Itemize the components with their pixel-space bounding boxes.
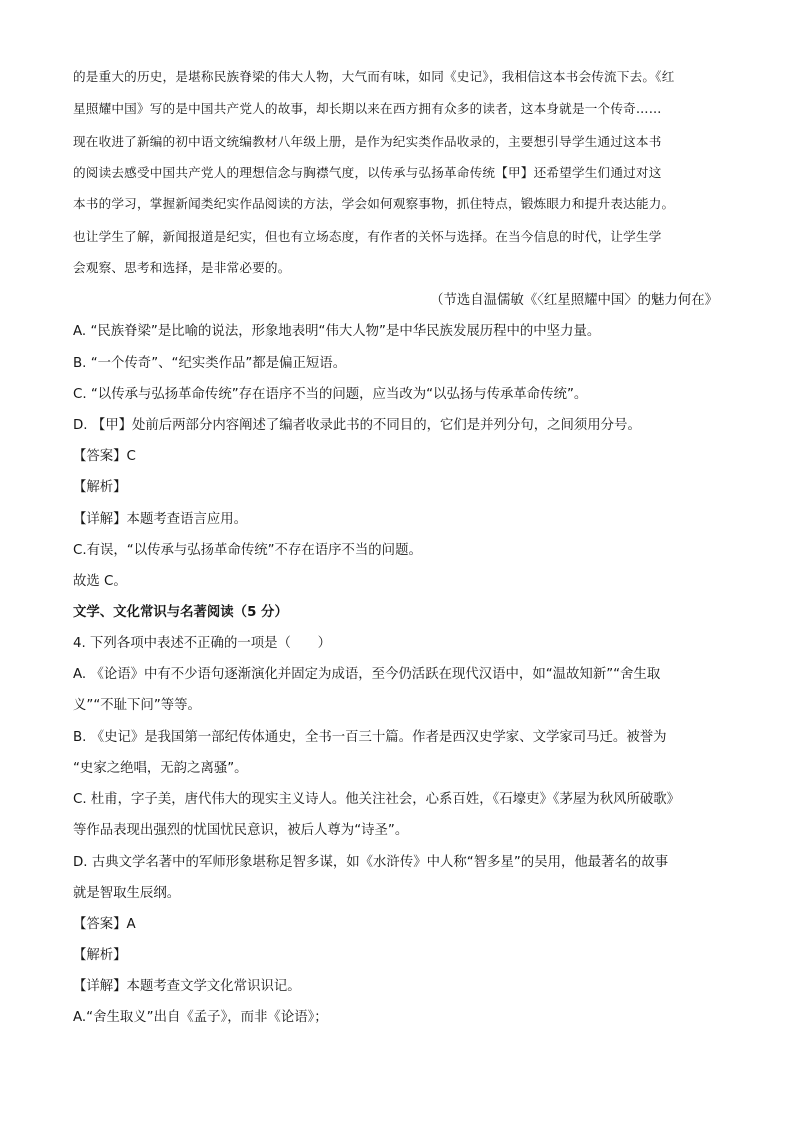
passage-line-4: 的阅读去感受中国共产党人的理想信念与胸襟气度，以传承与弘扬革命传统【甲】还希望学生们通过对这 bbox=[73, 165, 662, 180]
q4-option-b-line-2: “史家之绝唱，无韵之离骚”。 bbox=[73, 761, 248, 776]
passage-line-3: 现在收进了新编的初中语文统编教材八年级上册，是作为纪实类作品收录的，主要想引导学生通过这本书 bbox=[73, 134, 662, 149]
section-title: 文学、文化常识与名著阅读（5 分） bbox=[73, 605, 288, 620]
q3-option-a: A. “民族脊梁”是比喻的说法，形象地表明“伟大人物”是中华民族发展历程中的中坚力量。 bbox=[73, 324, 601, 339]
passage-line-1: 的是重大的历史，是堪称民族脊梁的伟大人物，大气而有味，如同《史记》，我相信这本书会传流下去。《红 bbox=[73, 69, 675, 84]
q4-option-d-line-1: D. 古典文学名著中的军师形象堪称足智多谋，如《水浒传》中人称“智多星”的吴用，他最著名的故事 bbox=[73, 855, 669, 870]
q3-option-d: D. 【甲】处前后两部分内容阐述了编者收录此书的不同目的，它们是并列分句，之间须用分号。 bbox=[73, 418, 641, 433]
passage-line-7: 会观察、思考和选择，是非常必要的。 bbox=[73, 260, 291, 275]
q4-option-c-line-2: 等作品表现出强烈的忧国忧民意识，被后人尊为“诗圣”。 bbox=[73, 823, 409, 838]
q3-answer: 【答案】C bbox=[73, 449, 136, 464]
q4-detail: 【详解】本题考查文学文化常识识记。 bbox=[73, 979, 301, 994]
q4-stem: 4. 下列各项中表述不正确的一项是（ ） bbox=[73, 636, 332, 651]
q3-option-b: B. “一个传奇”、“纪实类作品”都是偏正短语。 bbox=[73, 356, 347, 371]
q4-option-d-line-2: 就是智取生辰纲。 bbox=[73, 886, 181, 901]
q3-option-c: C. “以传承与弘扬革命传统”存在语序不当的问题，应当改为“以弘扬与传承革命传统”。 bbox=[73, 387, 588, 402]
passage-line-2: 星照耀中国》写的是中国共产党人的故事，却长期以来在西方拥有众多的读者，这本身就是一个传奇…… bbox=[73, 101, 662, 116]
q4-option-b-line-1: B. 《史记》是我国第一部纪传体通史，全书一百三十篇。作者是西汉史学家、文学家司马迁。被誉为 bbox=[73, 730, 667, 745]
q3-explain: C.有误，“以传承与弘扬革命传统”不存在语序不当的问题。 bbox=[73, 543, 422, 558]
q4-option-c-line-1: C. 杜甫，字子美，唐代伟大的现实主义诗人。他关注社会，心系百姓，《石壕吏》《茅屋为秋风所破歌》 bbox=[73, 792, 681, 807]
q4-option-a-line-2: 义”“不耻下问”等等。 bbox=[73, 698, 201, 713]
passage-line-6: 也让学生了解，新闻报道是纪实，但也有立场态度，有作者的关怀与选择。在当今信息的时代，让学生学 bbox=[73, 229, 662, 244]
q4-explain: A.“舍生取义”出自《孟子》，而非《论语》； bbox=[73, 1010, 328, 1025]
q4-analysis-label: 【解析】 bbox=[73, 948, 127, 963]
passage-line-5: 本书的学习，掌握新闻类纪实作品阅读的方法，学会如何观察事物，抓住特点，锻炼眼力和提升表达能力。 bbox=[73, 196, 675, 211]
q4-answer: 【答案】A bbox=[73, 917, 136, 932]
q3-conclusion: 故选 C。 bbox=[73, 574, 127, 589]
passage-source: （节选自温儒敏《〈红星照耀中国〉的魅力何在》 bbox=[430, 293, 718, 308]
q4-option-a-line-1: A. 《论语》中有不少语句逐渐演化并固定为成语，至今仍活跃在现代汉语中，如“温故知新”“舍生取 bbox=[73, 667, 661, 682]
q3-analysis-label: 【解析】 bbox=[73, 480, 127, 495]
q3-detail: 【详解】本题考查语言应用。 bbox=[73, 512, 248, 527]
